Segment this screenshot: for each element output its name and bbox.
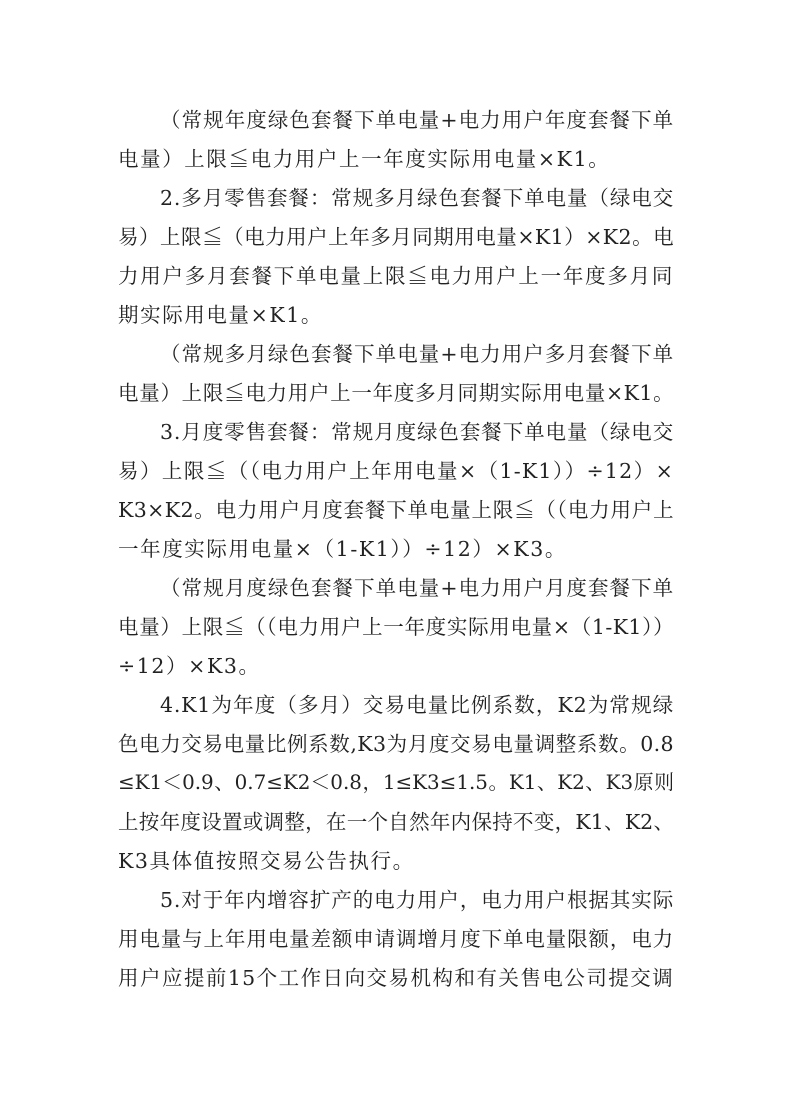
text-line: 4.K1为年度（多月）交易电量比例系数，K2为常规绿 bbox=[160, 693, 674, 717]
text-line: 色电力交易电量比例系数,K3为月度交易电量调整系数。0.8 bbox=[118, 732, 674, 756]
text-line: ≤K1＜0.9、0.7≤K2＜0.8，1≤K3≤1.5。K1、K2、K3原则 bbox=[118, 771, 674, 794]
text-line: （常规年度绿色套餐下单电量+电力用户年度套餐下单 bbox=[160, 108, 674, 132]
text-line: 易）上限≦（（电力用户上年用电量×（1-K1））÷12）× bbox=[118, 459, 674, 483]
text-line: 一年度实际用电量×（1-K1））÷12）×K3。 bbox=[118, 537, 567, 561]
text-line: 2.多月零售套餐：常规多月绿色套餐下单电量（绿电交 bbox=[160, 186, 674, 210]
text-line: （常规月度绿色套餐下单电量+电力用户月度套餐下单 bbox=[160, 576, 674, 600]
text-line: K3×K2。电力用户月度套餐下单电量上限≦（（电力用户上 bbox=[118, 498, 674, 522]
text-line: 用户应提前15个工作日向交易机构和有关售电公司提交调 bbox=[118, 966, 674, 990]
text-line: 易）上限≦（电力用户上年多月同期用电量×K1）×K2。电 bbox=[118, 225, 674, 249]
text-line: 上按年度设置或调整，在一个自然年内保持不变，K1、K2、 bbox=[118, 810, 674, 834]
text-line: 5.对于年内增容扩产的电力用户，电力用户根据其实际 bbox=[160, 888, 674, 912]
text-line: （常规多月绿色套餐下单电量+电力用户多月套餐下单 bbox=[160, 342, 674, 366]
text-line: 电量）上限≦（（电力用户上一年度实际用电量×（1-K1）） bbox=[118, 615, 674, 639]
text-line: 电量）上限≦电力用户上一年度实际用电量×K1。 bbox=[118, 147, 611, 171]
text-line: 用电量与上年用电量差额申请调增月度下单电量限额，电力 bbox=[118, 927, 674, 951]
text-line: ÷12）×K3。 bbox=[118, 654, 261, 678]
text-line: 期实际用电量×K1。 bbox=[118, 303, 324, 327]
text-line: K3具体值按照交易公告执行。 bbox=[118, 849, 415, 873]
text-line: 3.月度零售套餐：常规月度绿色套餐下单电量（绿电交 bbox=[160, 420, 674, 444]
text-line: 电量）上限≦电力用户上一年度多月同期实际用电量×K1。 bbox=[118, 381, 674, 405]
text-line: 力用户多月套餐下单电量上限≦电力用户上一年度多月同 bbox=[118, 264, 674, 288]
